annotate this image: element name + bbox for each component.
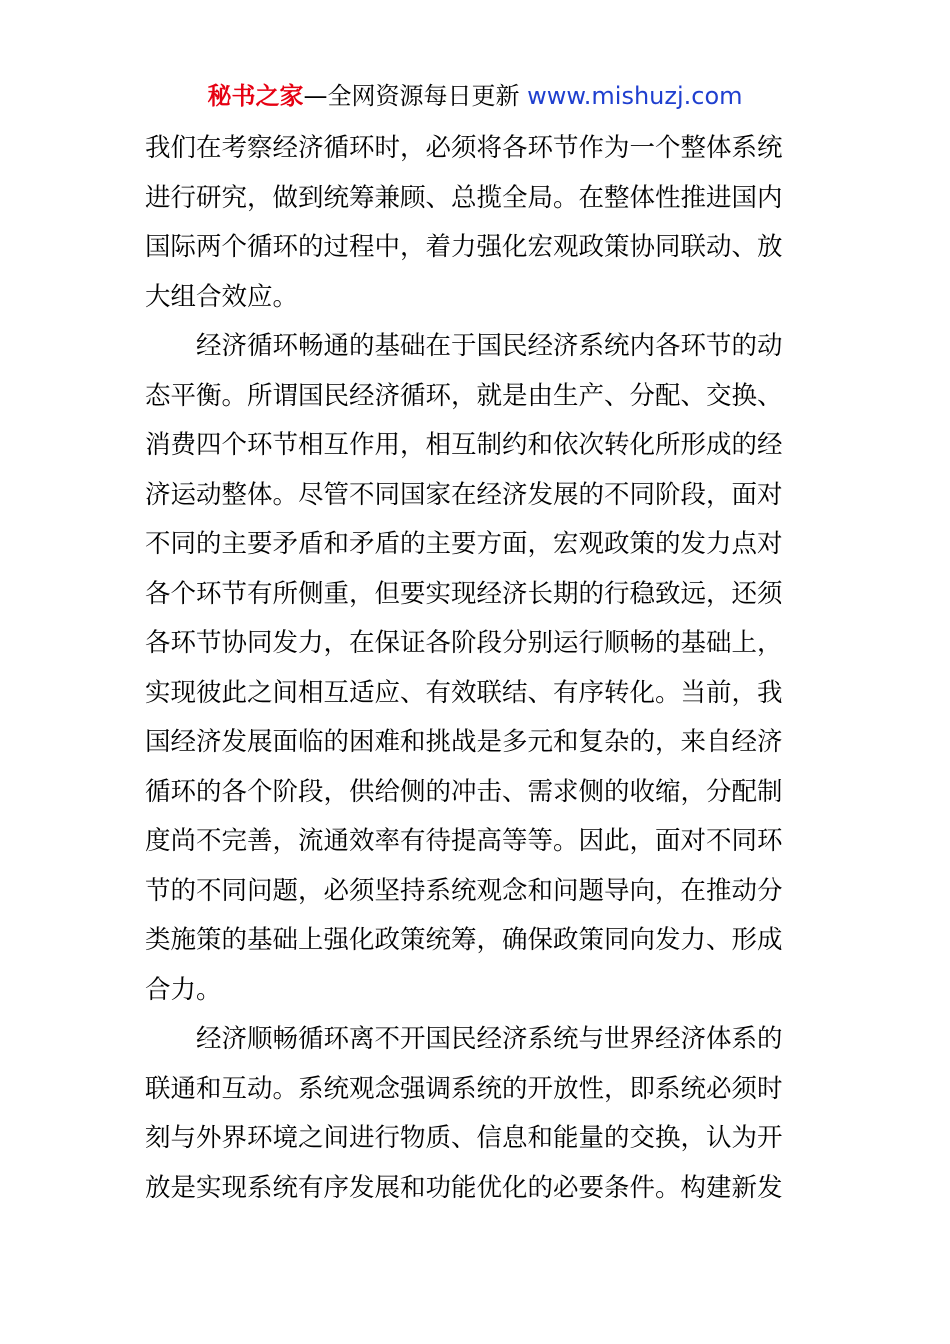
text-line: 经济顺畅循环离不开国民经济系统与世界经济体系的 — [196, 1024, 783, 1054]
brand-name: 秘书之家 — [207, 82, 304, 110]
text-line: 度尚不完善，流通效率有待提高等等。因此，面对不同环 — [145, 826, 783, 856]
text-line: 济运动整体。尽管不同国家在经济发展的不同阶段，面对 — [145, 479, 783, 510]
text-line: 各环节协同发力，在保证各阶段分别运行顺畅的基础上， — [145, 628, 783, 658]
text-line: 消费四个环节相互作用，相互制约和依次转化所形成的经 — [145, 430, 783, 460]
text-line: 我们在考察经济循环时，必须将各环节作为一个整体系统 — [145, 133, 783, 163]
document-body — [145, 124, 807, 1213]
text-line: 经济循环畅通的基础在于国民经济系统内各环节的动 — [196, 331, 783, 361]
text-line: 大组合效应。 — [145, 281, 299, 312]
text-line: 类施策的基础上强化政策统筹，确保政策同向发力、形成 — [145, 925, 783, 955]
text-line: 合力。 — [145, 974, 222, 1005]
text-line: 国际两个循环的过程中，着力强化宏观政策协同联动、放 — [145, 232, 783, 262]
text-line: 循环的各个阶段，供给侧的冲击、需求侧的收缩，分配制 — [145, 776, 783, 807]
text-line: 不同的主要矛盾和矛盾的主要方面，宏观政策的发力点对 — [145, 529, 783, 559]
text-line: 刻与外界环境之间进行物质、信息和能量的交换，认为开 — [145, 1123, 783, 1153]
text-line: 实现彼此之间相互适应、有效联结、有序转化。当前，我 — [145, 677, 783, 708]
text-line: 进行研究，做到统筹兼顾、总揽全局。在整体性推进国内 — [145, 182, 783, 213]
text-line: 态平衡。所谓国民经济循环，就是由生产、分配、交换、 — [145, 380, 783, 411]
text-line: 联通和互动。系统观念强调系统的开放性，即系统必须时 — [145, 1073, 783, 1104]
site-header — [0, 80, 950, 112]
text-line: 各个环节有所侧重，但要实现经济长期的行稳致远，还须 — [145, 578, 783, 609]
text-line: 节的不同问题，必须坚持系统观念和问题导向，在推动分 — [145, 875, 783, 906]
paragraph-3 — [145, 1015, 807, 1213]
paragraph-2 — [145, 322, 807, 1015]
site-url-link[interactable]: www.mishuzj.com — [527, 82, 743, 110]
paragraph-1 — [145, 124, 807, 322]
text-line: 国经济发展面临的困难和挑战是多元和复杂的，来自经济 — [145, 727, 783, 757]
text-line: 放是实现系统有序发展和功能优化的必要条件。构建新发 — [145, 1172, 783, 1203]
header-tagline: —全网资源每日更新 — [303, 82, 528, 110]
